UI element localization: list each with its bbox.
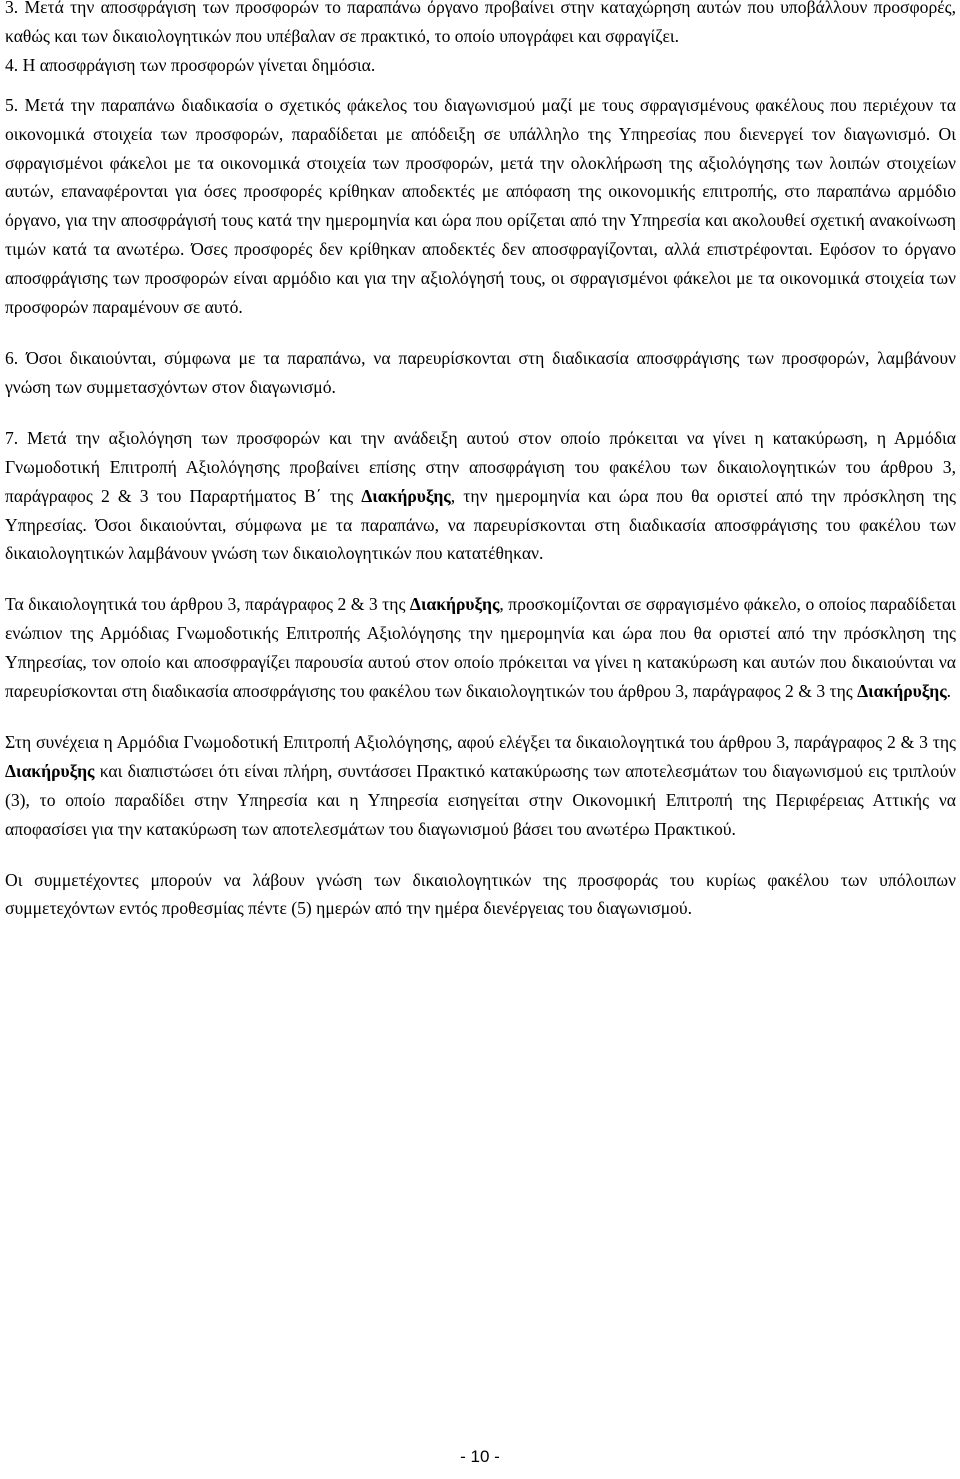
paragraph-text: Τα δικαιολογητικά του άρθρου 3, παράγραφος 2 & 3 της [5,594,410,615]
page-number: - 10 - [460,1447,500,1466]
bold-term: Διακήρυξης [409,594,500,615]
paragraph-text-tail: , προσκομίζονται σε σφραγισμένο φάκελο, ο οποίος παραδίδεται ενώπιον της Αρμόδιας Γνωμοδοτικής Επιτροπής Αξιολόγησης την ημερομηνία και ώρα που θα οριστεί από την πρόσκληση της Υπηρεσίας, τον οποίο και αποσφραγίζει παρουσία αυτού στον οποίο πρόκειται να γίνει η κατακύρωση και αυτών που δικαιούνται να παρευρίσκονται στη διαδικασία αποσφράγισης του φακέλου των δικαιολογητικών του άρθρου 3, παράγραφος 2 & 3 της [5,594,957,702]
bold-term-2: Διακήρυξης [857,681,947,702]
paragraph-text-tail: και διαπιστώσει ότι είναι πλήρη, συντάσσει Πρακτικό κατακύρωσης των αποτελεσμάτων του διαγωνισμού εις τριπλούν (3), το οποίο παραδίδει στην Υπηρεσία και η Υπηρεσία εισηγείται στην Οικονομική Επιτροπή της Περιφέρειας Αττικής να αποφασίσει για την κατακύρωση των αποτελεσμάτων του διαγωνισμού βάσει του ανωτέρω Πρακτικού. [5,760,956,839]
paragraph-text: Οι συμμετέχοντες μπορούν να λάβουν γνώση των δικαιολογητικών της προσφοράς του κυρίως φακέλου των υπόλοιπων συμμετεχόντων εντός προθεσμίας πέντε (5) ημερών από την ημέρα διενέργειας του διαγωνισμού. [5,869,956,919]
paragraph-3 [5,0,956,51]
paragraph-9 [5,728,956,844]
paragraph-text: 3. Μετά την αποσφράγιση των προσφορών το παραπάνω όργανο προβαίνει στην καταχώρηση αυτών που υποβάλλουν προσφορές, καθώς και των δικαιολογητικών που υπέβαλαν σε πρακτικό, το οποίο υπογράφει και σφραγίζει. [5,0,956,46]
paragraph-text: 7. Μετά την αξιολόγηση των προσφορών και την ανάδειξη αυτού στον οποίο πρόκειται να γίνει η κατακύρωση, η Αρμόδια Γνωμοδοτική Επιτροπή Αξιολόγησης προβαίνει επίσης στην αποσφράγιση του φακέλου των δικαιολογητικών του άρθρου 3, παράγραφος 2 & 3 του Παραρτήματος Β΄ της [5,427,956,506]
paragraph-text: Στη συνέχεια η Αρμόδια Γνωμοδοτική Επιτροπή Αξιολόγησης, αφού ελέγξει τα δικαιολογητικά του άρθρου 3, παράγραφος 2 & 3 της [5,731,956,752]
paragraph-5 [5,91,956,322]
bold-term: Διακήρυξης [5,760,95,781]
paragraph-7 [5,424,956,569]
paragraph-10 [5,866,956,924]
paragraph-text: 4. Η αποσφράγιση των προσφορών γίνεται δημόσια. [5,54,376,75]
paragraph-6 [5,344,956,402]
paragraph-text-tail: , την ημερομηνία και ώρα που θα οριστεί από την πρόσκληση της Υπηρεσίας. Όσοι δικαιούνται, σύμφωνα με τα παραπάνω, να παρευρίσκονται στη διαδικασία αποσφράγισης του φακέλου των δικαιολογητικών λαμβάνουν γνώση των δικαιολογητικών που κατατέθηκαν. [5,485,956,564]
paragraph-text: 5. Μετά την παραπάνω διαδικασία ο σχετικός φάκελος του διαγωνισμού μαζί με τους σφραγισμένους φακέλους που περιέχουν τα οικονομικά στοιχεία των προσφορών, παραδίδεται με απόδειξη σε υπάλληλο της Υπηρεσίας που διενεργεί τον διαγωνισμό. Οι σφραγισμένοι φάκελοι με τα οικονομικά στοιχεία των προσφορών, μετά την ολοκλήρωση της αξιολόγησης των λοιπών στοιχείων αυτών, επαναφέρονται για όσες προσφορές κρίθηκαν αποδεκτές με απόφαση της οικονομικής επιτροπής, στο παραπάνω αρμόδιο όργανο, για την αποσφράγισή τους κατά την ημερομηνία και ώρα που ορίζεται από την Υπηρεσία και ακολουθεί σχετική ανακοίνωση τιμών κατά τα ανωτέρω. Όσες προσφορές δεν κρίθηκαν αποδεκτές δεν αποσφραγίζονται, αλλά επιστρέφονται. Εφόσον το όργανο αποσφράγισης των προσφορών είναι αρμόδιο και για την αξιολόγησή τους, οι σφραγισμένοι φάκελοι με τα οικονομικά στοιχεία των προσφορών παραμένουν σε αυτό. [5,94,956,318]
paragraph-8 [5,590,956,706]
bold-term: Διακήρυξης [361,485,451,506]
paragraph-text-tail-2: . [946,681,952,702]
paragraph-text: 6. Όσοι δικαιούνται, σύμφωνα με τα παραπάνω, να παρευρίσκονται στη διαδικασία αποσφράγισης των προσφορών, λαμβάνουν γνώση των συμμετασχόντων στον διαγωνισμό. [5,347,956,397]
paragraph-4 [5,51,956,80]
